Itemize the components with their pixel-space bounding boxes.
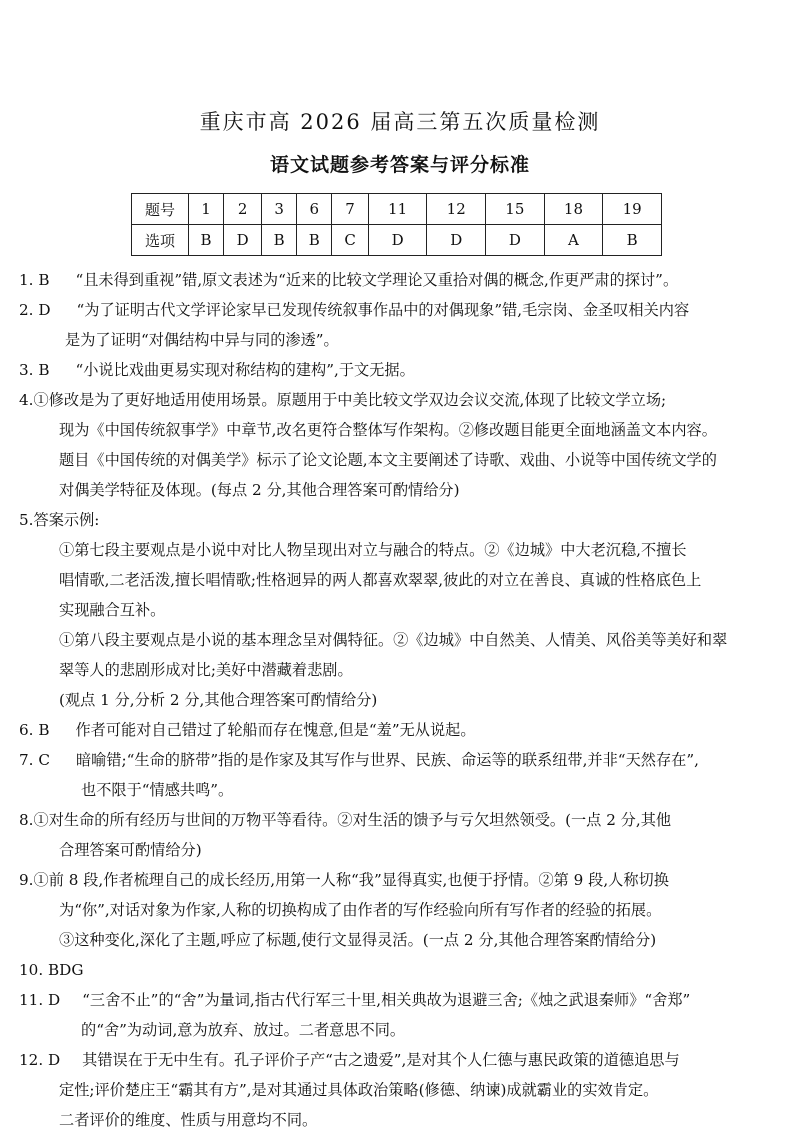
- page-title: 重庆市高 2026 届高三第五次质量检测: [199, 110, 601, 134]
- answer-text: ①前 8 段,作者梳理自己的成长经历,用第一人称“我”显得真实,也便于抒情。②第 9 段,人称切换: [33, 871, 669, 889]
- answer-text-continued: 翠等人的悲剧形成对比;美好中潜藏着悲剧。: [59, 661, 353, 679]
- answer-number: 10. BDG: [19, 961, 84, 979]
- question-number-cell: 6: [297, 194, 332, 225]
- option-cell: B: [297, 225, 332, 256]
- option-cell: B: [189, 225, 224, 256]
- table-row-options: [132, 225, 662, 256]
- option-cell: D: [427, 225, 486, 256]
- answer-text: ①修改是为了更好地适用使用场景。原题用于中美比较文学双边会议交流,体现了比较文学立场;: [33, 391, 667, 409]
- row-label-option: 选项: [132, 225, 189, 256]
- question-number-cell: 7: [332, 194, 368, 225]
- answer-item-4: [19, 385, 784, 415]
- row-label-number: 题号: [132, 194, 189, 225]
- answer-text-continued: ③这种变化,深化了主题,呼应了标题,使行文显得灵活。(一点 2 分,其他合理答案酌情给分): [59, 931, 657, 949]
- option-cell: C: [332, 225, 368, 256]
- answer-number: 12. D: [19, 1051, 61, 1069]
- option-cell: D: [368, 225, 427, 256]
- answer-item-7: [19, 745, 784, 775]
- scoring-note: (观点 1 分,分析 2 分,其他合理答案可酌情给分): [59, 691, 378, 709]
- option-cell: B: [603, 225, 662, 256]
- answer-text: 暗喻错;“生命的脐带”指的是作家及其写作与世界、民族、命运等的联系纽带,并非“天然存在”,: [75, 751, 699, 769]
- answer-text: ①对生命的所有经历与世间的万物平等看待。②对生活的馈予与亏欠坦然领受。(一点 2 分,其他: [33, 811, 672, 829]
- answer-text: “三舍不止”的“舍”为量词,指古代行军三十里,相关典故为退避三舍;《烛之武退秦师》“舍郑”: [82, 991, 691, 1009]
- answer-number: 2. D: [19, 301, 51, 319]
- answer-item-12: [19, 1045, 784, 1075]
- answer-text: “小说比戏曲更易实现对称结构的建构”,于文无据。: [75, 361, 415, 379]
- answer-number: 9.: [19, 871, 34, 889]
- answer-number: 1. B: [19, 271, 50, 289]
- answer-text: 作者可能对自己错过了轮船而存在愧意,但是“羞”无从说起。: [75, 721, 476, 739]
- answer-item-11: [19, 985, 784, 1015]
- table-row-numbers: [132, 194, 662, 225]
- answer-text-continued: 也不限于“情感共鸣”。: [81, 781, 234, 799]
- question-number-cell: 1: [189, 194, 224, 225]
- question-number-cell: 2: [224, 194, 262, 225]
- answer-text: 其错误在于无中生有。孔子评价子产“古之遗爱”,是对其个人仁德与惠民政策的道德追思与: [82, 1051, 680, 1069]
- answer-item-10: [19, 955, 784, 985]
- question-number-cell: 12: [427, 194, 486, 225]
- answer-list: [19, 265, 784, 1135]
- answer-text-continued: 合理答案可酌情给分): [59, 841, 202, 859]
- question-number-cell: 19: [603, 194, 662, 225]
- answer-number: 11. D: [19, 991, 61, 1009]
- option-cell: D: [224, 225, 262, 256]
- answer-item-5: [19, 505, 784, 535]
- answer-text-continued: 现为《中国传统叙事学》中章节,改名更符合整体写作架构。②修改题目能更全面地涵盖文本内容。: [59, 421, 717, 439]
- answer-number: 4.: [19, 391, 34, 409]
- answer-item-2: [19, 295, 784, 325]
- answer-text-continued: 的“舍”为动词,意为放弃、放过。二者意思不同。: [81, 1021, 406, 1039]
- question-number-cell: 3: [262, 194, 297, 225]
- answer-intro: 答案示例:: [33, 511, 100, 529]
- answer-table: [131, 193, 662, 256]
- question-number-cell: 15: [486, 194, 545, 225]
- answer-text-continued: 为“你”,对话对象为作家,人称的切换构成了由作者的写作经验向所有写作者的经验的拓展。: [59, 901, 662, 919]
- answer-text-continued: 唱情歌,二老活泼,擅长唱情歌;性格迥异的两人都喜欢翠翠,彼此的对立在善良、真诚的性格底色上: [59, 571, 702, 589]
- page-subtitle: 语文试题参考答案与评分标准: [269, 154, 530, 176]
- answer-text-continued: 是为了证明“对偶结构中异与同的渗透”。: [65, 331, 339, 349]
- option-cell: A: [544, 225, 603, 256]
- answer-item-9: [19, 865, 784, 895]
- answer-text: “为了证明古代文学评论家早已发现传统叙事作品中的对偶现象”错,毛宗岗、金圣叹相关内容: [76, 301, 690, 319]
- answer-item-3: [19, 355, 784, 385]
- answer-text-continued: ①第七段主要观点是小说中对比人物呈现出对立与融合的特点。②《边城》中大老沉稳,不擅长: [59, 541, 687, 559]
- question-number-cell: 18: [544, 194, 603, 225]
- answer-item-6: [19, 715, 784, 745]
- answer-text-continued: 定性;评价楚庄王“霸其有方”,是对其通过具体政治策略(修德、纳谏)成就霸业的实效肯定。: [59, 1081, 659, 1099]
- answer-text-continued: 二者评价的维度、性质与用意均不同。: [59, 1111, 318, 1129]
- answer-number: 3. B: [19, 361, 50, 379]
- answer-text-continued: 题目《中国传统的对偶美学》标示了论文论题,本文主要阐述了诗歌、戏曲、小说等中国传统文学的: [59, 451, 717, 469]
- answer-number: 8.: [19, 811, 34, 829]
- answer-item-8: [19, 805, 784, 835]
- answer-text: “且未得到重视”错,原文表述为“近来的比较文学理论又重拾对偶的概念,作更严肃的探讨”。: [75, 271, 679, 289]
- answer-text-continued: ①第八段主要观点是小说的基本理念呈对偶特征。②《边城》中自然美、人情美、风俗美等美好和翠: [59, 631, 728, 649]
- option-cell: B: [262, 225, 297, 256]
- question-number-cell: 11: [368, 194, 427, 225]
- answer-number: 6. B: [19, 721, 50, 739]
- answer-item-1: [19, 265, 784, 295]
- answer-text-continued: 实现融合互补。: [59, 601, 166, 619]
- option-cell: D: [486, 225, 545, 256]
- answer-text-continued: 对偶美学特征及体现。(每点 2 分,其他合理答案可酌情给分): [59, 481, 460, 499]
- answer-number: 7. C: [19, 751, 50, 769]
- answer-number: 5.: [19, 511, 34, 529]
